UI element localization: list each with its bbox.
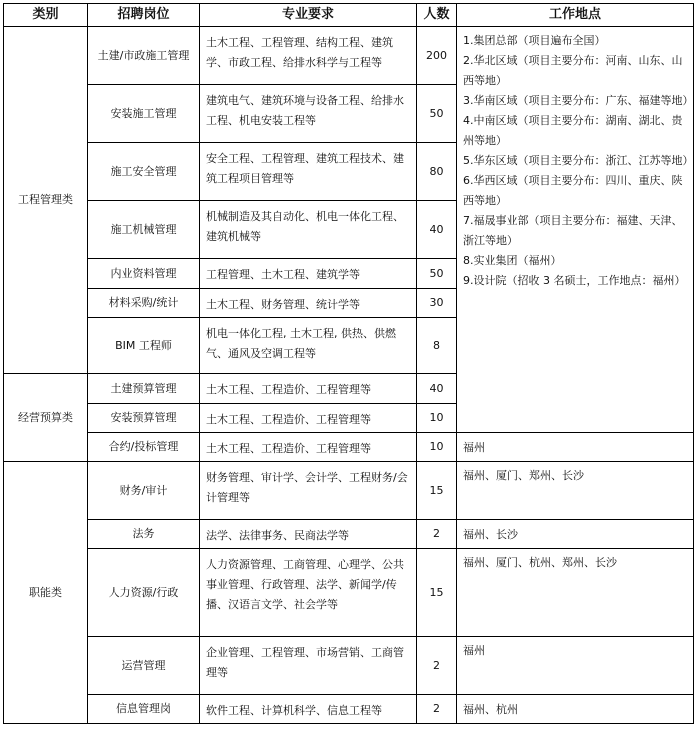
header-category: 类别 xyxy=(4,4,88,27)
header-requirements: 专业要求 xyxy=(200,4,417,27)
table-row xyxy=(4,462,694,520)
count-cell: 2 xyxy=(417,695,457,724)
shared-location-cell xyxy=(457,27,694,433)
location-item: 5.华东区域（项目主要分布：浙江、江苏等地） xyxy=(463,154,694,167)
requirements-cell: 机械制造及其自动化、机电一体化工程、建筑机械等 xyxy=(200,201,417,259)
position-cell: 安装预算管理 xyxy=(88,404,200,433)
location-cell: 福州、杭州 xyxy=(457,695,694,724)
position-cell: 施工安全管理 xyxy=(88,143,200,201)
header-row xyxy=(4,4,694,27)
requirements-cell: 财务管理、审计学、会计学、工程财务/会计管理等 xyxy=(200,462,417,520)
count-cell: 40 xyxy=(417,374,457,404)
position-cell: 运营管理 xyxy=(88,637,200,695)
count-cell: 8 xyxy=(417,318,457,374)
requirements-cell: 工程管理、土木工程、建筑学等 xyxy=(200,259,417,289)
header-count: 人数 xyxy=(417,4,457,27)
location-item: 2.华北区域（项目主要分布：河南、山东、山西等地） xyxy=(463,54,683,87)
requirements-cell: 企业管理、工程管理、市场营销、工商管理等 xyxy=(200,637,417,695)
location-item: 7.福晟事业部（项目主要分布：福建、天津、浙江等地） xyxy=(463,214,683,247)
table-row xyxy=(4,695,694,724)
location-cell: 福州、厦门、杭州、郑州、长沙 xyxy=(457,549,694,637)
count-cell: 15 xyxy=(417,462,457,520)
requirements-cell: 土木工程、工程造价、工程管理等 xyxy=(200,404,417,433)
table-row xyxy=(4,433,694,462)
position-cell: BIM 工程师 xyxy=(88,318,200,374)
position-cell: 法务 xyxy=(88,520,200,549)
requirements-cell: 法学、法律事务、民商法学等 xyxy=(200,520,417,549)
location-item: 8.实业集团（福州） xyxy=(463,254,562,267)
position-cell: 信息管理岗 xyxy=(88,695,200,724)
requirements-cell: 土木工程、工程造价、工程管理等 xyxy=(200,433,417,462)
position-cell: 土建/市政施工管理 xyxy=(88,27,200,85)
count-cell: 2 xyxy=(417,520,457,549)
location-item: 1.集团总部（项目遍布全国） xyxy=(463,34,606,47)
location-cell: 福州 xyxy=(457,433,694,462)
count-cell: 15 xyxy=(417,549,457,637)
location-cell: 福州、长沙 xyxy=(457,520,694,549)
category-budget: 经营预算类 xyxy=(4,374,88,462)
position-cell: 合约/投标管理 xyxy=(88,433,200,462)
requirements-cell: 软件工程、计算机科学、信息工程等 xyxy=(200,695,417,724)
recruitment-table xyxy=(3,3,694,724)
count-cell: 50 xyxy=(417,259,457,289)
table-row xyxy=(4,549,694,637)
location-cell: 福州、厦门、郑州、长沙 xyxy=(457,462,694,520)
requirements-cell: 人力资源管理、工商管理、心理学、公共事业管理、行政管理、法学、新闻学/传播、汉语言文学、社会学等 xyxy=(200,549,417,637)
count-cell: 50 xyxy=(417,85,457,143)
position-cell: 人力资源/行政 xyxy=(88,549,200,637)
position-cell: 土建预算管理 xyxy=(88,374,200,404)
location-item: 9.设计院（招收 3 名硕士，工作地点：福州） xyxy=(463,274,686,287)
requirements-cell: 机电一体化工程, 土木工程, 供热、供燃气、通风及空调工程等 xyxy=(200,318,417,374)
location-cell: 福州 xyxy=(457,637,694,695)
position-cell: 内业资料管理 xyxy=(88,259,200,289)
count-cell: 80 xyxy=(417,143,457,201)
position-cell: 财务/审计 xyxy=(88,462,200,520)
count-cell: 10 xyxy=(417,404,457,433)
category-engineering: 工程管理类 xyxy=(4,27,88,374)
header-location: 工作地点 xyxy=(457,4,694,27)
location-item: 6.华西区域（项目主要分布：四川、重庆、陕西等地） xyxy=(463,174,683,207)
requirements-cell: 土木工程、工程造价、工程管理等 xyxy=(200,374,417,404)
requirements-cell: 土木工程、财务管理、统计学等 xyxy=(200,289,417,318)
location-item: 4.中南区域（项目主要分布：湖南、湖北、贵州等地） xyxy=(463,114,683,147)
table-row xyxy=(4,637,694,695)
count-cell: 40 xyxy=(417,201,457,259)
requirements-cell: 土木工程、工程管理、结构工程、建筑学、市政工程、给排水科学与工程等 xyxy=(200,27,417,85)
requirements-cell: 建筑电气、建筑环境与设备工程、给排水工程、机电安装工程等 xyxy=(200,85,417,143)
location-item: 3.华南区域（项目主要分布：广东、福建等地） xyxy=(463,94,694,107)
requirements-cell: 安全工程、工程管理、建筑工程技术、建筑工程项目管理等 xyxy=(200,143,417,201)
header-position: 招聘岗位 xyxy=(88,4,200,27)
count-cell: 10 xyxy=(417,433,457,462)
position-cell: 安装施工管理 xyxy=(88,85,200,143)
position-cell: 材料采购/统计 xyxy=(88,289,200,318)
category-functional: 职能类 xyxy=(4,462,88,724)
count-cell: 30 xyxy=(417,289,457,318)
count-cell: 200 xyxy=(417,27,457,85)
count-cell: 2 xyxy=(417,637,457,695)
position-cell: 施工机械管理 xyxy=(88,201,200,259)
table-row xyxy=(4,520,694,549)
table-row xyxy=(4,27,694,85)
